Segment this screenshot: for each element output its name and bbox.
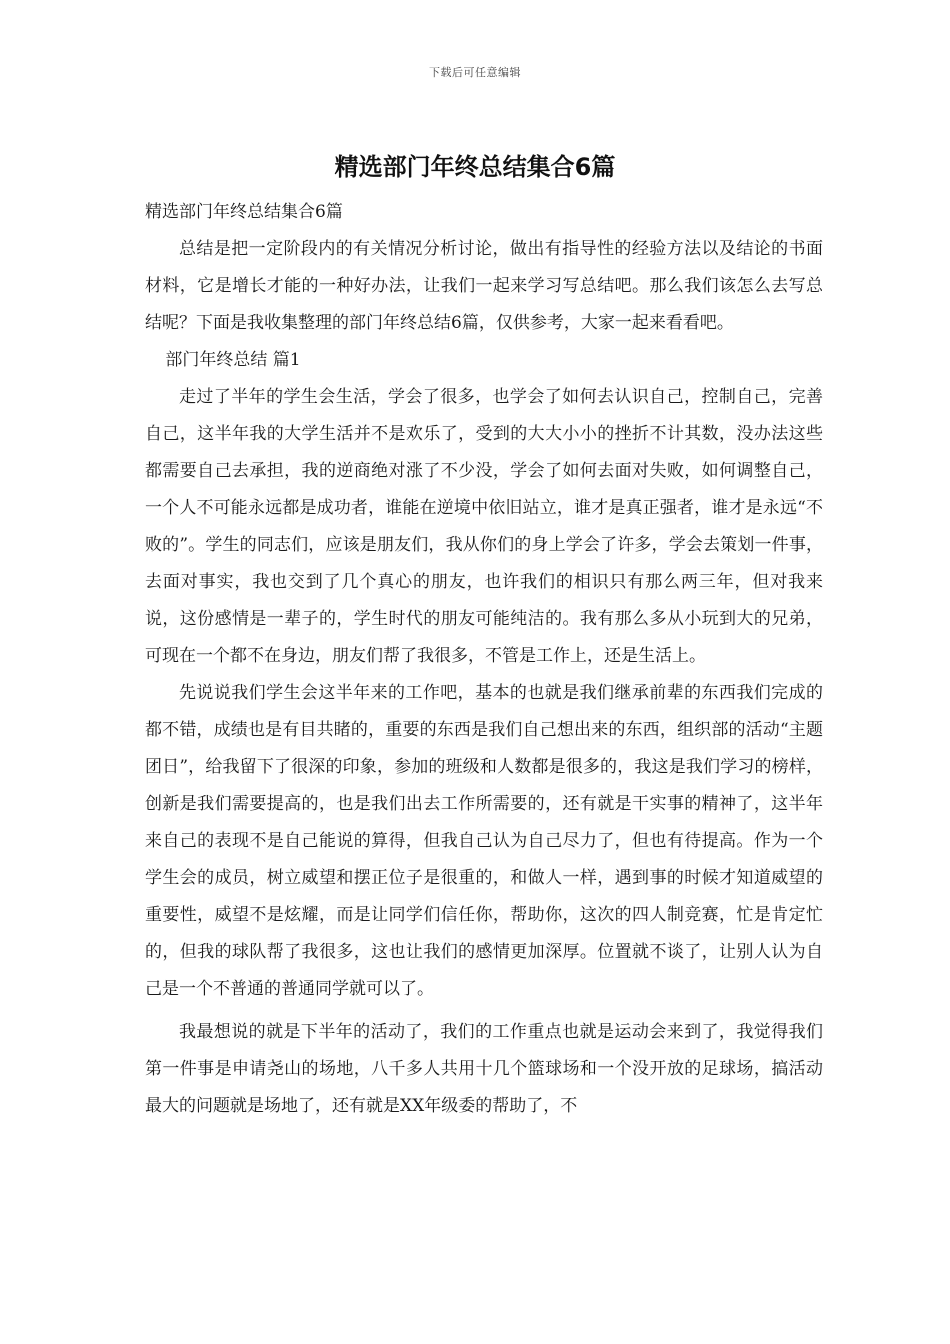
- document-subtitle: 精选部门年终总结集合6篇: [145, 202, 343, 222]
- section-heading: 部门年终总结 篇1: [165, 350, 301, 370]
- intro-paragraph: 总结是把一定阶段内的有关情况分析讨论，做出有指导性的经验方法以及结论的书面材料，它是增长才能的一种好办法，让我们一起来学习写总结吧。那么我们该怎么去写总结呢？下面是我收集整理的部门年终总结6篇，仅供参考，大家一起来看看吧。: [145, 239, 823, 333]
- document-body: [145, 194, 823, 1125]
- body-paragraph-1: 走过了半年的学生会生活，学会了很多，也学会了如何去认识自己，控制自己，完善自己，这半年我的大学生活并不是欢乐了，受到的大大小小的挫折不计其数，没办法这些都需要自己去承担，我的逆商绝对涨了不少没，学会了如何去面对失败，如何调整自己，一个人不可能永远都是成功者，谁能在逆境中依旧站立，谁才是真正强者，谁才是永远“不败的”。学生的同志们，应该是朋友们，我从你们的身上学会了许多，学会去策划一件事，去面对事实，我也交到了几个真心的朋友，也许我们的相识只有那么两三年，但对我来说，这份感情是一辈子的，学生时代的朋友可能纯洁的。我有那么多从小玩到大的兄弟，可现在一个都不在身边，朋友们帮了我很多，不管是工作上，还是生活上。: [145, 387, 823, 666]
- body-paragraph-2: 先说说我们学生会这半年来的工作吧，基本的也就是我们继承前辈的东西我们完成的都不错，成绩也是有目共睹的，重要的东西是我们自己想出来的东西，组织部的活动“主题团日”，给我留下了很深的印象，参加的班级和人数都是很多的，我这是我们学习的榜样，创新是我们需要提高的，也是我们出去工作所需要的，还有就是干实事的精神了，这半年来自己的表现不是自己能说的算得，但我自己认为自己尽力了，但也有待提高。作为一个学生会的成员，树立威望和摆正位子是很重的，和做人一样，遇到事的时候才知道威望的重要性，威望不是炫耀，而是让同学们信任你，帮助你，这次的四人制竞赛，忙是肯定忙的，但我的球队帮了我很多，这也让我们的感情更加深厚。位置就不谈了，让别人认为自己是一个不普通的普通同学就可以了。: [145, 683, 823, 999]
- document-title: 精选部门年终总结集合6篇: [334, 153, 616, 181]
- header-note: 下载后可任意编辑: [429, 66, 521, 79]
- body-paragraph-3: 我最想说的就是下半年的活动了，我们的工作重点也就是运动会来到了，我觉得我们第一件事是申请尧山的场地，八千多人共用十几个篮球场和一个没开放的足球场，搞活动最大的问题就是场地了，还有就是XX年级委的帮助了，不: [145, 1022, 823, 1116]
